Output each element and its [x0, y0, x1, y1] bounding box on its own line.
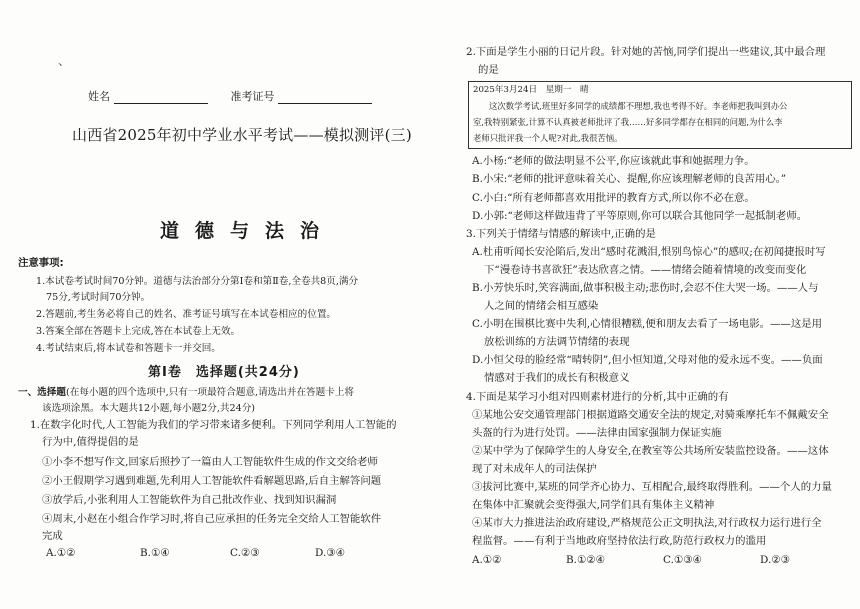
q1-item: ②小王假期学习遇到难题,先利用人工智能软件看解题思路,后自主解答问题 — [42, 475, 382, 487]
notes-item: 75分,考试时间70分钟。 — [46, 292, 151, 303]
q2-stem: 2.下面是学生小丽的日记片段。针对她的苦恼,同学们提出一些建议,其中最合理 — [466, 46, 826, 58]
q3-option[interactable]: B.小芳快乐时,笑容满面,做事积极主动;悲伤时,会忍不住大哭一场。——人与 — [472, 282, 819, 294]
choice-d[interactable]: D.②③ — [760, 554, 790, 566]
notes-item: 2.答题前,考生务必将自己的姓名、准考证号填写在本试卷相应的位置。 — [36, 309, 337, 320]
q2-option[interactable]: D.小郭:“老师这样做违背了平等原则,你可以联合其他同学一起抵制老师。 — [472, 210, 808, 222]
choice-c[interactable]: C.①③④ — [663, 554, 702, 566]
section-title: 第Ⅰ卷 选择题(共24分) — [148, 365, 300, 380]
choice-b[interactable]: B.①④ — [140, 547, 170, 559]
notes-item: 1.本试卷考试时间70分钟。道德与法治部分分第Ⅰ卷和第Ⅱ卷,全卷共8页,满分 — [36, 276, 359, 287]
ticket-blank[interactable] — [278, 92, 372, 104]
q3-option-cont: 下“漫卷诗书喜欲狂”表达欣喜之情。——情绪会随着情境的改变而变化 — [484, 264, 807, 276]
diary-line: 这次数学考试,班里好多同学的成绩都不理想,我也考得不好。李老师把我叫到办公 — [489, 101, 788, 111]
q4-item: 现了对未成年人的司法保护 — [472, 463, 597, 475]
q3-option[interactable]: D.小恒父母的脸经常“晴转阴”,但小恒知道,父母对他的爱永远不变。——负面 — [472, 354, 823, 366]
instruction-lead: 一、选择题 — [18, 387, 66, 398]
q3-option-cont: 人之间的情绪会相互感染 — [484, 300, 599, 312]
q3-option-cont: 情感对于我们的成长有积极意义 — [484, 372, 630, 384]
choice-d[interactable]: D.③④ — [315, 547, 345, 559]
q1-item: ④周末,小赵在小组合作学习时,将自己应承担的任务完全交给人工智能软件 — [42, 513, 382, 525]
q1-item: 完成 — [42, 530, 63, 542]
choice-a[interactable]: A.①② — [472, 554, 502, 566]
diary-line: 室,我特别紧张,计算不认真被老师批评了我……好多同学都存在相同的问题,为什么李 — [473, 117, 783, 127]
section-instruction — [18, 385, 354, 400]
q1-stem: 1.在数字化时代,人工智能为我们的学习带来诸多便利。下列同学利用人工智能的 — [30, 419, 397, 431]
choice-c[interactable]: C.②③ — [230, 547, 260, 559]
choice-b[interactable]: B.①②④ — [566, 554, 605, 566]
name-blank[interactable] — [114, 92, 208, 104]
q4-stem: 4.下面是某学习小组对四则素材进行的分析,其中正确的有 — [466, 391, 729, 403]
q4-item: 程监督。——有利于当地政府坚持依法行政,防范行政权力的滥用 — [472, 535, 767, 547]
q4-item: 头盔的行为进行处罚。——法律由国家强制力保证实施 — [472, 427, 722, 439]
q3-option-cont: 放松训练的方法调节情绪的表现 — [484, 336, 630, 348]
page-mark: 、 — [58, 54, 71, 68]
q3-option[interactable]: C.小明在围棋比赛中失利,心情很糟糕,便和朋友去看了一场电影。——这是用 — [472, 318, 822, 330]
subject-title: 道德与法治 — [160, 220, 336, 242]
q3-stem: 3.下列关于情绪与情感的解读中,正确的是 — [466, 228, 656, 240]
ticket-label: 准考证号 — [230, 90, 275, 103]
candidate-info-row — [88, 88, 372, 104]
q1-stem: 行为中,值得提倡的是 — [42, 436, 139, 448]
name-label: 姓名 — [88, 90, 110, 103]
q4-item: ④某市大力推进法治政府建设,严格规范公正文明执法,对行政权力运行进行全 — [472, 517, 822, 529]
q2-option[interactable]: B.小宋:“老师的批评意味着关心、提醒,你应该理解老师的良苦用心。” — [472, 173, 787, 185]
q4-item: ①某地公安交通管理部门根据道路交通安全法的规定,对骑乘摩托车不佩戴安全 — [472, 409, 829, 421]
notes-item: 3.答案全部在答题卡上完成,答在本试卷上无效。 — [36, 326, 241, 337]
q3-option[interactable]: A.杜甫听闻长安沦陷后,发出“感时花溅泪,恨别鸟惊心”的感叹;在初闻捷报时写 — [472, 246, 826, 258]
notes-title: 注意事项: — [18, 257, 64, 269]
q1-item: ③放学后,小张利用人工智能软件为自己批改作业、找到知识漏洞 — [42, 494, 337, 506]
choice-a[interactable]: A.①② — [46, 547, 76, 559]
exam-title: 山西省2025年初中学业水平考试——模拟测评(三) — [72, 126, 412, 144]
instruction-line: (在每小题的四个选项中,只有一项最符合题意,请选出并在答题卡上将 — [65, 387, 355, 398]
right-page — [448, 0, 853, 609]
diary-line: 老师只批评我一个人呢?对此,我很苦恼。 — [473, 133, 623, 143]
q2-stem: 的是 — [478, 64, 499, 76]
q4-item: ③拔河比赛中,某班的同学齐心协力、互相配合,最终取得胜利。——个人的力量 — [472, 481, 832, 493]
diary-date: 2025年3月24日 星期一 晴 — [473, 85, 589, 95]
q4-item: ②某中学为了保障学生的人身安全,在教室等公共场所安装监控设备。——这体 — [472, 445, 829, 457]
diary-box — [468, 81, 852, 149]
q2-option[interactable]: A.小杨:“老师的做法明显不公平,你应该就此事和她据理力争。 — [472, 155, 755, 167]
q4-item: 在集体中汇聚就会变得强大,同学们具有集体主义精神 — [472, 499, 715, 511]
q1-item: ①小李不想写作文,回家后照抄了一篇由人工智能软件生成的作文交给老师 — [42, 456, 378, 468]
q2-option[interactable]: C.小白:“所有老师都喜欢用批评的教育方式,所以你不必在意。 — [472, 192, 755, 204]
instruction-line: 该选项涂黑。本大题共12小题,每小题2分,共24分) — [42, 403, 256, 414]
notes-item: 4.考试结束后,将本试卷和答题卡一并交回。 — [36, 343, 221, 354]
